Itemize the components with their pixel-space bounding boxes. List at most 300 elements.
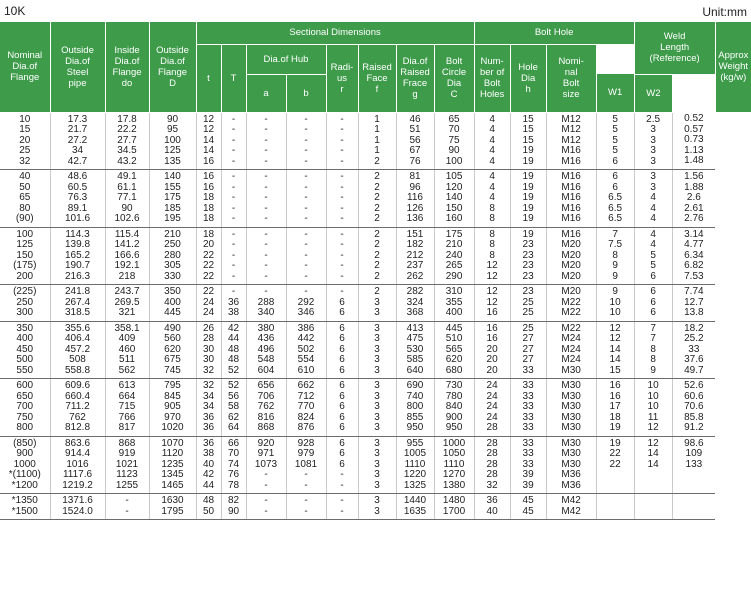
cell-value: 25	[19, 145, 31, 156]
cell-value: 305	[164, 260, 181, 271]
header-line: Dia.of	[114, 55, 140, 67]
cell-value: 49.1	[117, 171, 137, 182]
cell-value: 6	[339, 354, 345, 365]
cell-value: 62	[227, 411, 240, 423]
cell-value: 190.7	[64, 260, 91, 271]
cell-value: 664	[118, 390, 136, 402]
cell-T	[221, 285, 246, 322]
cell-value: 23	[522, 249, 534, 261]
cell-a	[246, 112, 286, 170]
cell-value: 56	[409, 134, 421, 146]
cell-value: 237	[406, 260, 424, 271]
cell-value: 18	[202, 213, 215, 224]
cell-value: 14	[609, 343, 621, 355]
cell-value: 1000	[442, 437, 466, 449]
header-number-of-bolt-holes	[474, 44, 510, 112]
cell-value: 0.73	[684, 134, 704, 145]
cell-value: 6	[339, 364, 345, 376]
cell-value: 28	[202, 333, 215, 344]
cell-value: 1	[374, 124, 380, 135]
cell-a	[246, 227, 286, 285]
cell-c	[434, 321, 474, 379]
cell-value: 39	[522, 479, 534, 491]
header-bolt-circle	[434, 44, 474, 112]
cell-value: 116	[407, 192, 423, 203]
cell-value: 660.4	[64, 390, 91, 402]
cell-value: -	[231, 192, 236, 203]
cell-value: M22	[561, 307, 581, 318]
cell-value	[673, 470, 716, 481]
cell-b	[286, 494, 326, 520]
cell-value: -	[340, 171, 344, 182]
table-row-group	[0, 494, 751, 520]
cell-weight	[672, 170, 715, 228]
cell-value: -	[340, 505, 344, 517]
cell-value: 3	[374, 505, 380, 517]
cell-value: 766	[118, 411, 136, 423]
cell-value	[673, 507, 716, 518]
cell-value: 6	[339, 448, 345, 459]
cell-nominal	[0, 436, 50, 494]
cell-value: M30	[561, 458, 581, 470]
cell-value: -	[231, 181, 236, 193]
cell-value: 141.2	[114, 239, 140, 250]
cell-value: 640	[406, 364, 424, 376]
cell-value: *1200	[11, 479, 38, 491]
cell-value: 65	[19, 192, 31, 203]
cell-value: 165.2	[64, 249, 91, 261]
cell-value: 292	[297, 296, 315, 308]
table-header	[0, 22, 751, 112]
cell-value: 409	[118, 333, 136, 344]
cell-value: 2.76	[684, 213, 704, 224]
cell-value: 22	[609, 458, 621, 470]
cell-value: 740	[406, 390, 424, 402]
cell-value: 40	[202, 458, 215, 470]
cell-value: -	[304, 145, 308, 156]
cell-outside-flange	[149, 379, 196, 437]
cell-value: 243.7	[114, 286, 140, 297]
header-hole-dia	[510, 44, 546, 112]
cell-value: 24	[202, 296, 215, 308]
cell-value: 24	[486, 401, 498, 412]
cell-value: 2	[374, 213, 380, 224]
cell-value: M16	[561, 145, 581, 156]
cell-value: -	[264, 145, 268, 156]
cell-value: 1.88	[684, 181, 704, 193]
cell-value: 920	[257, 437, 275, 449]
cell-value: 9	[612, 270, 618, 282]
cell-value: 355	[445, 296, 463, 308]
cell-value: 10	[647, 380, 659, 391]
cell-value: 780	[445, 390, 463, 402]
cell-value: 125	[164, 145, 181, 156]
header-hub-a: a	[246, 74, 286, 112]
cell-value: -	[304, 113, 308, 125]
header-weld-length	[634, 22, 715, 74]
cell-value: 919	[118, 448, 136, 459]
cell-value: 50	[202, 505, 215, 517]
cell-value: 37.6	[684, 354, 704, 365]
cell-value: -	[304, 155, 308, 167]
cell-value: M22	[561, 322, 581, 334]
cell-value: -	[340, 134, 344, 146]
cell-value: 18.2	[684, 322, 704, 334]
cell-t	[196, 379, 221, 437]
cell-value: 4	[489, 113, 495, 125]
cell-value: 155	[164, 181, 181, 193]
cell-value: 100	[445, 155, 463, 167]
cell-value: 3	[374, 458, 380, 470]
cell-value: 4	[650, 213, 656, 224]
cell-value: 45	[522, 495, 534, 506]
cell-g	[396, 285, 434, 322]
cell-value: 3	[374, 307, 380, 318]
cell-value: 13.8	[684, 307, 704, 318]
cell-value: M30	[561, 448, 581, 459]
cell-value: 16	[202, 155, 215, 167]
header-line: Weld	[663, 31, 686, 43]
cell-h	[510, 379, 546, 437]
cell-value: -	[264, 113, 268, 125]
cell-value: 27.7	[117, 134, 137, 146]
header-outside-flange	[149, 22, 196, 112]
cell-value: 32	[486, 479, 498, 491]
cell-value	[597, 507, 634, 518]
cell-value: 200	[16, 270, 34, 282]
cell-value: -	[231, 270, 236, 282]
cell-outside-flange	[149, 170, 196, 228]
header-line: ber of	[479, 67, 505, 78]
cell-value: 150	[16, 249, 34, 261]
cell-value: -	[264, 270, 268, 282]
cell-value: 15	[522, 124, 534, 135]
cell-b	[286, 285, 326, 322]
cell-value: 28	[486, 458, 498, 470]
cell-value: 23	[522, 239, 534, 250]
cell-value: M30	[561, 364, 581, 376]
cell-w2	[634, 112, 672, 170]
cell-value: 600	[16, 380, 34, 391]
cell-r	[326, 112, 358, 170]
cell-value: 350	[164, 286, 181, 297]
cell-value: 96	[409, 181, 421, 193]
cell-value: 6	[612, 171, 618, 182]
cell-w1	[596, 285, 634, 322]
cell-outside-flange	[149, 494, 196, 520]
cell-value: 2	[374, 286, 380, 297]
cell-w1	[596, 170, 634, 228]
cell-value: 4	[650, 228, 656, 240]
cell-value: 6	[339, 322, 345, 334]
cell-f	[358, 321, 396, 379]
cell-value: 380	[257, 322, 275, 334]
cell-value: 12	[647, 437, 659, 449]
cell-value: 51	[409, 124, 421, 135]
cell-value: M24	[561, 333, 581, 344]
cell-value: -	[264, 495, 268, 506]
cell-value: 14	[202, 134, 215, 146]
cell-value: 675	[164, 354, 181, 365]
cell-h	[510, 112, 546, 170]
cell-value: 212	[406, 249, 424, 261]
cell-value: 1635	[403, 505, 427, 517]
cell-value: 6	[650, 296, 656, 308]
cell-value: -	[340, 181, 344, 193]
cell-weight	[672, 227, 715, 285]
cell-value: -	[304, 134, 308, 146]
cell-value: 3	[374, 322, 380, 334]
top-bar	[0, 0, 751, 22]
cell-h	[510, 321, 546, 379]
cell-value: 32	[202, 364, 215, 376]
cell-b	[286, 379, 326, 437]
header-w2: W2	[634, 74, 672, 112]
cell-value: 52.6	[684, 380, 704, 391]
cell-r	[326, 170, 358, 228]
cell-value: 9	[612, 260, 618, 271]
cell-value: M42	[561, 505, 581, 517]
cell-value: 548	[257, 354, 275, 365]
cell-value: 50	[19, 181, 31, 193]
cell-value: 81	[409, 171, 421, 182]
cell-value: M42	[561, 495, 581, 506]
cell-value: 150	[445, 202, 463, 214]
cell-value: 15	[19, 124, 31, 135]
cell-value: 2.6	[686, 192, 701, 203]
cell-value: 1005	[403, 448, 427, 459]
cell-value: 16	[486, 333, 498, 344]
cell-value: 19	[522, 192, 534, 203]
cell-value: 4.77	[684, 239, 704, 250]
cell-value	[673, 496, 716, 507]
cell-value: 42.7	[67, 155, 88, 167]
cell-inside-flange	[105, 285, 149, 322]
cell-value: -	[125, 495, 129, 506]
cell-weight	[672, 494, 715, 520]
cell-value: -	[231, 249, 236, 261]
cell-value: 5	[612, 124, 618, 135]
cell-value: 900	[16, 448, 34, 459]
header-line: Dia	[520, 72, 536, 84]
cell-value: 6	[612, 181, 618, 193]
cell-value: 14	[202, 145, 215, 156]
cell-T	[221, 321, 246, 379]
header-line: f	[375, 83, 379, 95]
cell-value: 9	[612, 286, 618, 297]
cell-value: 160	[445, 213, 463, 224]
cell-value: 490	[164, 322, 181, 334]
cell-bolt	[546, 436, 596, 494]
cell-value: 24	[486, 411, 498, 423]
cell-value: 2	[374, 192, 380, 203]
cell-value: 1123	[116, 469, 138, 480]
cell-value: 3.14	[684, 228, 704, 240]
cell-value: 18	[202, 192, 215, 203]
cell-value: 45	[522, 505, 534, 517]
cell-value: 101.6	[64, 213, 91, 224]
cell-value: 445	[445, 322, 463, 334]
header-nominal-line: Nominal	[7, 50, 43, 62]
cell-value: 36	[486, 495, 498, 506]
cell-value: 318.5	[64, 307, 91, 318]
cell-value: -	[304, 124, 308, 135]
cell-value: 855	[406, 411, 424, 423]
cell-value: 310	[445, 286, 463, 297]
cell-value: 1371.6	[62, 495, 93, 506]
cell-value: 56	[227, 390, 240, 402]
header-line: Num-	[480, 56, 504, 67]
header-T: T	[221, 44, 246, 112]
header-line: C	[450, 89, 458, 100]
cell-value: 95	[166, 124, 179, 135]
cell-value: -	[340, 249, 344, 261]
cell-weight	[672, 285, 715, 322]
cell-f	[358, 285, 396, 322]
cell-T	[221, 170, 246, 228]
cell-value: 265	[445, 260, 463, 271]
header-line: g	[412, 89, 418, 100]
cell-value: 38	[227, 307, 240, 318]
cell-value: 24	[486, 390, 498, 402]
cell-value: 6	[339, 343, 345, 355]
cell-value: -	[264, 171, 268, 182]
cell-nominal	[0, 379, 50, 437]
cell-value: -	[340, 155, 344, 167]
cell-n	[474, 436, 510, 494]
cell-value: M36	[561, 479, 581, 491]
cell-value: 166.6	[114, 249, 140, 261]
cell-value: 182	[406, 239, 424, 250]
cell-value: 22	[609, 448, 621, 459]
cell-value: 585	[406, 354, 424, 365]
cell-value: M20	[561, 260, 581, 271]
cell-value: 77.1	[117, 192, 137, 203]
cell-value: 151	[406, 228, 424, 240]
cell-w2	[634, 494, 672, 520]
cell-value: 1325	[403, 479, 427, 491]
cell-value: 33	[522, 411, 534, 423]
cell-r	[326, 494, 358, 520]
cell-value: 33	[522, 364, 534, 376]
cell-value: 330	[164, 270, 181, 282]
cell-value: 185	[164, 202, 181, 214]
cell-value: M30	[561, 401, 581, 412]
cell-value: 1.56	[684, 171, 704, 182]
header-radius	[326, 44, 358, 112]
cell-value: -	[340, 213, 344, 224]
cell-value: 3	[650, 155, 656, 167]
cell-value: 817	[118, 422, 136, 433]
cell-inside-flange	[105, 436, 149, 494]
cell-bolt	[546, 494, 596, 520]
cell-value: M12	[561, 124, 581, 135]
cell-value: 100	[164, 134, 181, 146]
cell-value: 662	[297, 380, 315, 391]
cell-c	[434, 285, 474, 322]
cell-value	[635, 481, 672, 492]
cell-value: 76	[227, 469, 240, 480]
cell-value: 16	[609, 390, 621, 402]
cell-value: 604	[257, 364, 275, 376]
cell-value: -	[304, 239, 308, 250]
cell-outside-flange	[149, 285, 196, 322]
cell-b	[286, 436, 326, 494]
cell-value: M30	[561, 437, 581, 449]
cell-value: -	[340, 260, 344, 271]
cell-c	[434, 494, 474, 520]
cell-value: 91.2	[684, 422, 704, 433]
cell-value: 288	[257, 296, 275, 308]
cell-t	[196, 436, 221, 494]
cell-value: 16	[202, 181, 215, 193]
cell-value: -	[231, 286, 236, 297]
cell-outside-pipe	[50, 321, 105, 379]
cell-value: 22	[202, 249, 215, 261]
cell-value: 1073	[254, 458, 278, 470]
cell-value: 34	[202, 390, 215, 402]
cell-a	[246, 494, 286, 520]
cell-value: 550	[16, 364, 34, 376]
cell-value: 80	[19, 202, 31, 214]
cell-value: 1220	[403, 469, 427, 480]
cell-value: 460	[118, 343, 136, 355]
cell-value: 210	[164, 228, 181, 240]
cell-value: 33	[522, 437, 534, 449]
cell-value: 970	[164, 411, 181, 423]
cell-value: 21.7	[67, 124, 88, 135]
cell-value: -	[304, 260, 308, 271]
cell-value: 12	[609, 322, 621, 334]
cell-value: 33	[522, 401, 534, 412]
cell-value: 15	[522, 113, 534, 125]
cell-value: 105	[445, 171, 463, 182]
cell-value: 1255	[115, 479, 139, 491]
cell-value: -	[304, 505, 308, 517]
cell-t	[196, 494, 221, 520]
cell-value: 762	[69, 411, 86, 423]
header-line: size	[562, 89, 580, 100]
cell-value: 33	[688, 343, 700, 355]
cell-inside-flange	[105, 379, 149, 437]
cell-inside-flange	[105, 170, 149, 228]
cell-value: 11	[647, 411, 659, 423]
cell-value: *1500	[11, 505, 38, 517]
cell-value	[597, 496, 634, 507]
cell-value: 1235	[161, 458, 184, 470]
cell-value: 28	[486, 469, 498, 480]
header-line: Dia.of	[65, 55, 90, 67]
cell-value	[597, 470, 634, 481]
cell-value: 48	[202, 495, 215, 506]
cell-value: 19	[522, 181, 534, 193]
cell-value	[673, 481, 716, 492]
cell-value: 8	[489, 213, 495, 224]
cell-value: 2.61	[684, 202, 704, 214]
cell-value: 17	[609, 401, 621, 412]
header-line: Approx	[718, 50, 749, 62]
cell-value: 75	[448, 134, 460, 146]
cell-value: 98.6	[684, 437, 704, 449]
cell-value: M12	[561, 113, 581, 125]
table-row-group	[0, 321, 751, 379]
cell-value: 120	[445, 181, 463, 193]
cell-value: 25	[522, 296, 534, 308]
cell-value: 33	[522, 458, 534, 470]
cell-value: 6	[650, 270, 656, 282]
cell-value: 900	[445, 411, 463, 423]
cell-value: 1524.0	[62, 505, 93, 517]
